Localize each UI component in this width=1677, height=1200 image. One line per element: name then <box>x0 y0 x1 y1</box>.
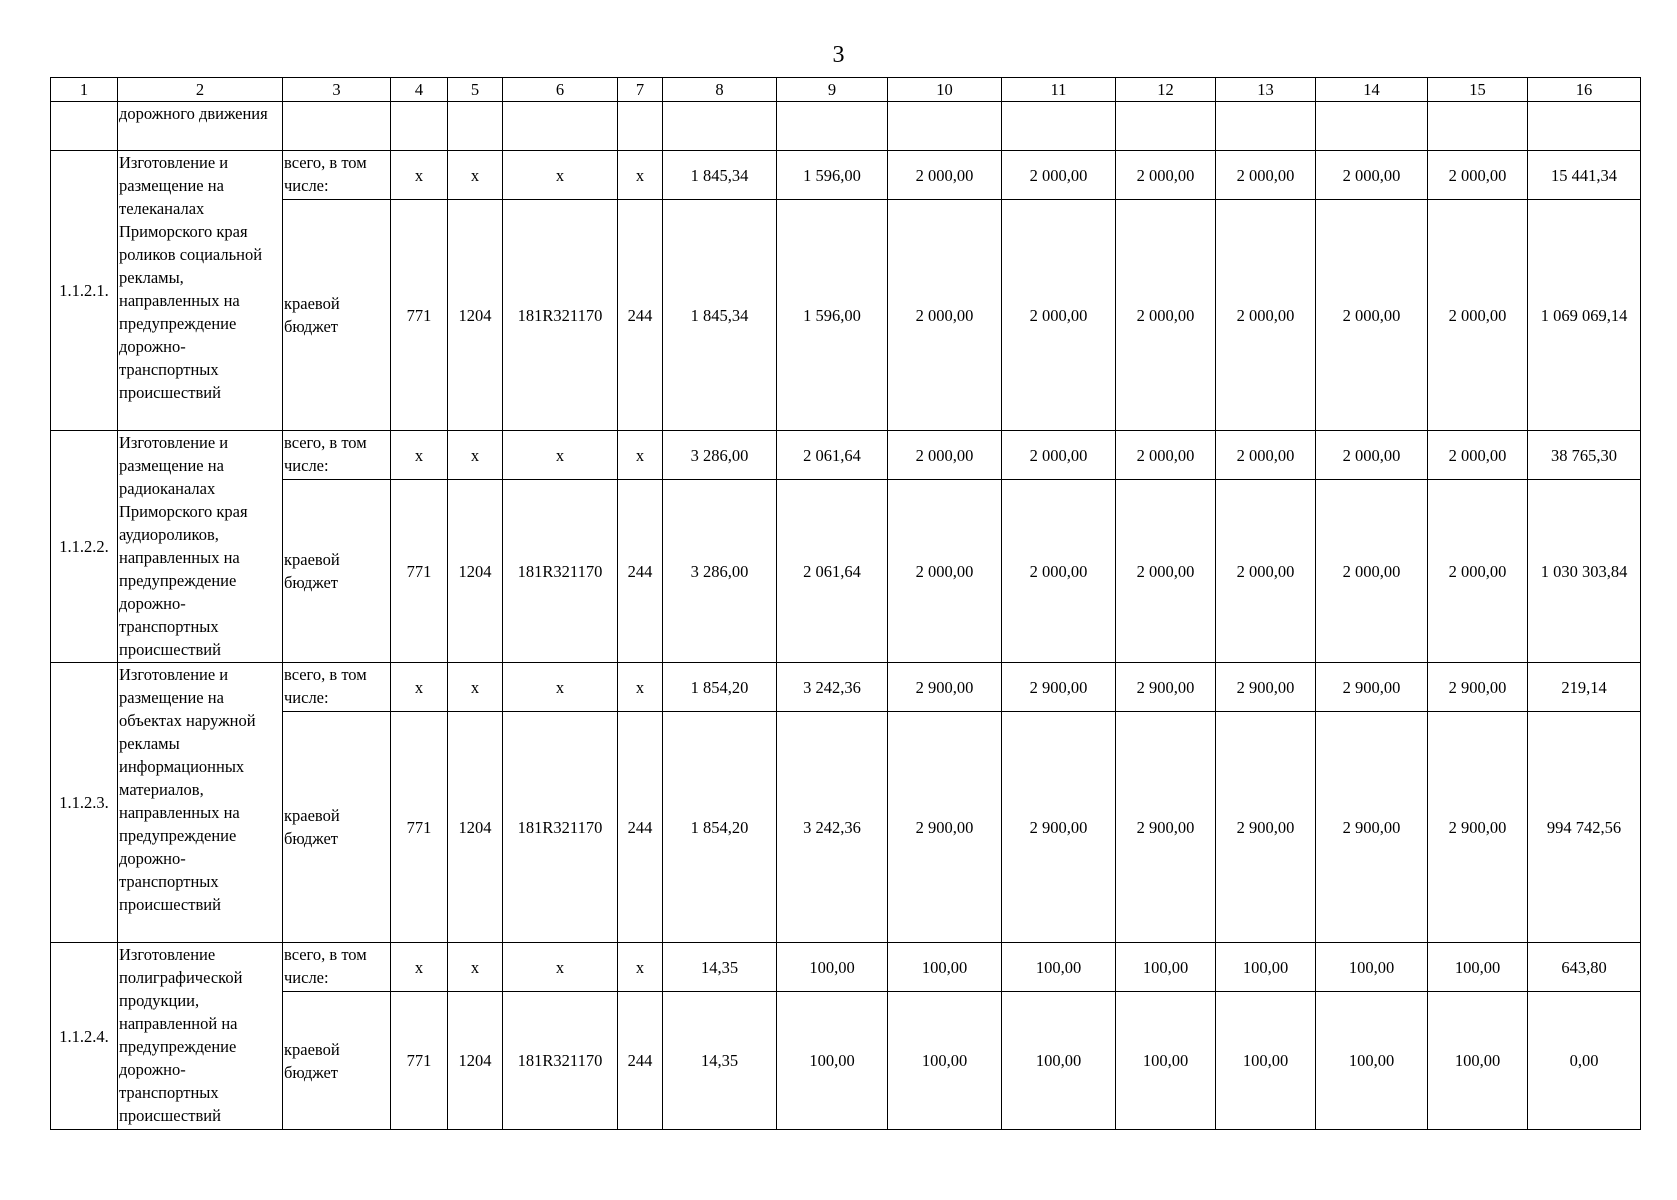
amount-cell: 38 765,30 <box>1528 431 1641 480</box>
amount-cell: 1 845,34 <box>663 200 777 431</box>
code-cell: x <box>618 431 663 480</box>
amount-cell: 2 000,00 <box>1116 200 1216 431</box>
funding-source-cell: краевой бюджет <box>283 712 391 943</box>
code-cell: x <box>503 943 618 992</box>
funding-source-cell: всего, в том числе: <box>283 943 391 992</box>
amount-cell: 2 900,00 <box>1316 663 1428 712</box>
code-cell: 244 <box>618 712 663 943</box>
funding-source-cell: всего, в том числе: <box>283 431 391 480</box>
empty-cell <box>1116 102 1216 151</box>
amount-cell: 2 900,00 <box>1216 663 1316 712</box>
code-cell: 771 <box>391 200 448 431</box>
amount-cell: 15 441,34 <box>1528 151 1641 200</box>
code-cell: 771 <box>391 480 448 663</box>
amount-cell: 643,80 <box>1528 943 1641 992</box>
code-cell: x <box>448 431 503 480</box>
amount-cell: 3 242,36 <box>777 712 888 943</box>
measure-name-cell: Изготовление и размещение на телеканалах Приморского края роликов социальной рекламы, направленных на предупреждение дорожно-транспортных происшествий <box>118 151 283 431</box>
amount-cell: 2 061,64 <box>777 431 888 480</box>
column-header: 6 <box>503 78 618 102</box>
column-header: 15 <box>1428 78 1528 102</box>
amount-cell: 2 000,00 <box>1216 480 1316 663</box>
amount-cell: 2 900,00 <box>888 663 1002 712</box>
table-row-total <box>51 663 1641 712</box>
empty-cell <box>663 102 777 151</box>
amount-cell: 219,14 <box>1528 663 1641 712</box>
amount-cell: 1 596,00 <box>777 200 888 431</box>
code-cell: x <box>391 663 448 712</box>
code-cell: 771 <box>391 712 448 943</box>
amount-cell: 2 000,00 <box>888 200 1002 431</box>
code-cell: x <box>391 943 448 992</box>
funding-source-cell: краевой бюджет <box>283 480 391 663</box>
table-row-budget <box>51 992 1641 1130</box>
amount-cell: 100,00 <box>1216 943 1316 992</box>
column-header: 5 <box>448 78 503 102</box>
amount-cell: 1 845,34 <box>663 151 777 200</box>
code-cell: 181R321170 <box>503 200 618 431</box>
amount-cell: 994 742,56 <box>1528 712 1641 943</box>
amount-cell: 1 854,20 <box>663 712 777 943</box>
row-number-cell: 1.1.2.3. <box>51 663 118 943</box>
amount-cell: 100,00 <box>1002 992 1116 1130</box>
amount-cell: 100,00 <box>1002 943 1116 992</box>
amount-cell: 100,00 <box>1116 943 1216 992</box>
amount-cell: 100,00 <box>1316 943 1428 992</box>
code-cell: 1204 <box>448 480 503 663</box>
column-header: 8 <box>663 78 777 102</box>
empty-cell <box>1216 102 1316 151</box>
amount-cell: 1 854,20 <box>663 663 777 712</box>
code-cell: x <box>503 431 618 480</box>
code-cell: 181R321170 <box>503 480 618 663</box>
amount-cell: 2 000,00 <box>1428 431 1528 480</box>
funding-source-cell: краевой бюджет <box>283 992 391 1130</box>
amount-cell: 100,00 <box>1216 992 1316 1130</box>
amount-cell: 100,00 <box>1316 992 1428 1130</box>
continuation-row <box>51 102 1641 151</box>
amount-cell: 2 000,00 <box>1116 480 1216 663</box>
amount-cell: 1 030 303,84 <box>1528 480 1641 663</box>
code-cell: 244 <box>618 992 663 1130</box>
column-header: 11 <box>1002 78 1116 102</box>
page-number: 3 <box>832 42 845 68</box>
code-cell: x <box>503 151 618 200</box>
continuation-name-cell: дорожного движения <box>118 102 283 151</box>
amount-cell: 14,35 <box>663 992 777 1130</box>
funding-source-cell: всего, в том числе: <box>283 663 391 712</box>
table-row-budget <box>51 200 1641 431</box>
column-header: 9 <box>777 78 888 102</box>
code-cell: 1204 <box>448 200 503 431</box>
empty-cell <box>888 102 1002 151</box>
amount-cell: 2 900,00 <box>1428 663 1528 712</box>
table-row-budget <box>51 480 1641 663</box>
amount-cell: 2 900,00 <box>1116 663 1216 712</box>
amount-cell: 2 000,00 <box>1216 200 1316 431</box>
code-cell: 244 <box>618 480 663 663</box>
code-cell: 181R321170 <box>503 712 618 943</box>
amount-cell: 2 000,00 <box>1116 151 1216 200</box>
empty-cell <box>777 102 888 151</box>
amount-cell: 2 000,00 <box>1316 151 1428 200</box>
amount-cell: 2 000,00 <box>1002 480 1116 663</box>
code-cell: x <box>618 663 663 712</box>
amount-cell: 2 000,00 <box>1002 431 1116 480</box>
amount-cell: 1 596,00 <box>777 151 888 200</box>
amount-cell: 3 286,00 <box>663 480 777 663</box>
code-cell: 1204 <box>448 992 503 1130</box>
column-header: 13 <box>1216 78 1316 102</box>
code-cell: x <box>391 151 448 200</box>
empty-cell <box>448 102 503 151</box>
amount-cell: 100,00 <box>777 943 888 992</box>
code-cell: x <box>448 943 503 992</box>
code-cell: x <box>448 663 503 712</box>
amount-cell: 2 900,00 <box>1216 712 1316 943</box>
amount-cell: 3 242,36 <box>777 663 888 712</box>
amount-cell: 100,00 <box>888 943 1002 992</box>
amount-cell: 2 000,00 <box>1316 431 1428 480</box>
amount-cell: 2 000,00 <box>1316 480 1428 663</box>
code-cell: 771 <box>391 992 448 1130</box>
amount-cell: 2 000,00 <box>1002 200 1116 431</box>
amount-cell: 100,00 <box>1116 992 1216 1130</box>
measure-name-cell: Изготовление и размещение на объектах наружной рекламы информационных материалов, направленных на предупреждение дорожно-транспортных происшествий <box>118 663 283 943</box>
amount-cell: 2 061,64 <box>777 480 888 663</box>
amount-cell: 100,00 <box>1428 943 1528 992</box>
empty-cell <box>503 102 618 151</box>
column-header: 10 <box>888 78 1002 102</box>
column-header: 4 <box>391 78 448 102</box>
amount-cell: 2 900,00 <box>1002 663 1116 712</box>
table-row-total <box>51 151 1641 200</box>
column-header: 14 <box>1316 78 1428 102</box>
empty-cell <box>1428 102 1528 151</box>
empty-cell <box>391 102 448 151</box>
empty-cell <box>51 102 118 151</box>
amount-cell: 2 900,00 <box>1002 712 1116 943</box>
amount-cell: 2 900,00 <box>1428 712 1528 943</box>
amount-cell: 2 000,00 <box>1316 200 1428 431</box>
amount-cell: 2 000,00 <box>1428 151 1528 200</box>
amount-cell: 2 000,00 <box>1116 431 1216 480</box>
amount-cell: 3 286,00 <box>663 431 777 480</box>
amount-cell: 0,00 <box>1528 992 1641 1130</box>
amount-cell: 2 000,00 <box>1002 151 1116 200</box>
column-header: 16 <box>1528 78 1641 102</box>
table-row-total <box>51 431 1641 480</box>
column-header: 7 <box>618 78 663 102</box>
measure-name-cell: Изготовление полиграфической продукции, направленной на предупреждение дорожно-транспортных происшествий <box>118 943 283 1130</box>
empty-cell <box>1002 102 1116 151</box>
code-cell: x <box>448 151 503 200</box>
code-cell: x <box>391 431 448 480</box>
column-header: 12 <box>1116 78 1216 102</box>
amount-cell: 2 000,00 <box>1216 431 1316 480</box>
column-header: 2 <box>118 78 283 102</box>
amount-cell: 2 000,00 <box>1428 480 1528 663</box>
code-cell: 181R321170 <box>503 992 618 1130</box>
code-cell: 1204 <box>448 712 503 943</box>
empty-cell <box>1316 102 1428 151</box>
amount-cell: 100,00 <box>777 992 888 1130</box>
amount-cell: 100,00 <box>888 992 1002 1130</box>
amount-cell: 2 000,00 <box>888 480 1002 663</box>
header-row <box>51 78 1641 102</box>
column-header: 3 <box>283 78 391 102</box>
budget-table <box>50 77 1641 1130</box>
empty-cell <box>283 102 391 151</box>
amount-cell: 14,35 <box>663 943 777 992</box>
amount-cell: 2 000,00 <box>888 151 1002 200</box>
row-number-cell: 1.1.2.1. <box>51 151 118 431</box>
funding-source-cell: краевой бюджет <box>283 200 391 431</box>
code-cell: 244 <box>618 200 663 431</box>
code-cell: x <box>618 943 663 992</box>
amount-cell: 2 000,00 <box>888 431 1002 480</box>
amount-cell: 2 900,00 <box>888 712 1002 943</box>
empty-cell <box>618 102 663 151</box>
row-number-cell: 1.1.2.4. <box>51 943 118 1130</box>
amount-cell: 1 069 069,14 <box>1528 200 1641 431</box>
measure-name-cell: Изготовление и размещение на радиоканалах Приморского края аудиороликов, направленных на предупреждение дорожно-транспортных происшествий <box>118 431 283 663</box>
code-cell: x <box>618 151 663 200</box>
amount-cell: 2 000,00 <box>1428 200 1528 431</box>
row-number-cell: 1.1.2.2. <box>51 431 118 663</box>
funding-source-cell: всего, в том числе: <box>283 151 391 200</box>
amount-cell: 2 000,00 <box>1216 151 1316 200</box>
table-row-budget <box>51 712 1641 943</box>
code-cell: x <box>503 663 618 712</box>
empty-cell <box>1528 102 1641 151</box>
amount-cell: 2 900,00 <box>1116 712 1216 943</box>
table-row-total <box>51 943 1641 992</box>
column-header: 1 <box>51 78 118 102</box>
amount-cell: 2 900,00 <box>1316 712 1428 943</box>
amount-cell: 100,00 <box>1428 992 1528 1130</box>
